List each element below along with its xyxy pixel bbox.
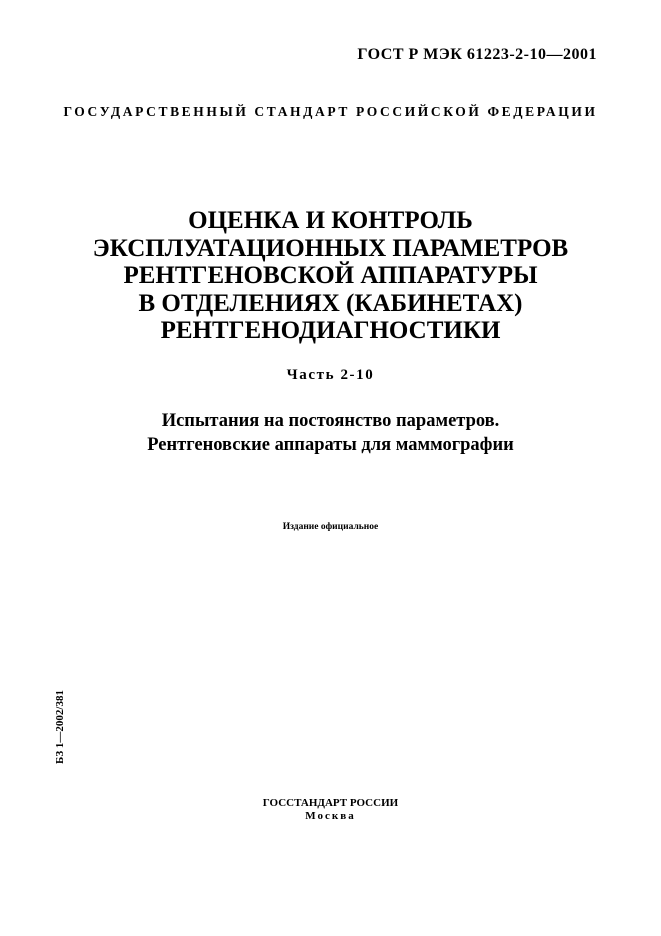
side-catalog-code: БЗ 1—2002/381 [54, 690, 66, 764]
title-line: РЕНТГЕНОДИАГНОСТИКИ [160, 317, 501, 344]
title-line: ЭКСПЛУАТАЦИОННЫХ ПАРАМЕТРОВ [92, 234, 569, 262]
edition-note: Издание официальное [282, 522, 379, 532]
publisher-name: ГОССТАНДАРТ РОССИИ [262, 797, 399, 809]
document-title [0, 207, 661, 345]
subtitle-line: Рентгеновские аппараты для маммографии [147, 435, 514, 455]
publisher-city: Москва [305, 810, 356, 822]
part-label: Часть 2-10 [286, 367, 375, 383]
subtitle-line: Испытания на постоянство параметров. [161, 411, 500, 431]
document-subtitle [0, 409, 661, 457]
title-line: В ОТДЕЛЕНИЯХ (КАБИНЕТАХ) [138, 289, 523, 317]
title-line: ОЦЕНКА И КОНТРОЛЬ [188, 207, 473, 234]
state-standard-header: ГОСУДАРСТВЕННЫЙ СТАНДАРТ РОССИЙСКОЙ ФЕДЕРАЦИИ [63, 104, 598, 119]
document-number: ГОСТ Р МЭК 61223-2-10—2001 [357, 46, 597, 63]
title-line: РЕНТГЕНОВСКОЙ АППАРАТУРЫ [123, 262, 538, 289]
publisher-block [0, 797, 661, 823]
